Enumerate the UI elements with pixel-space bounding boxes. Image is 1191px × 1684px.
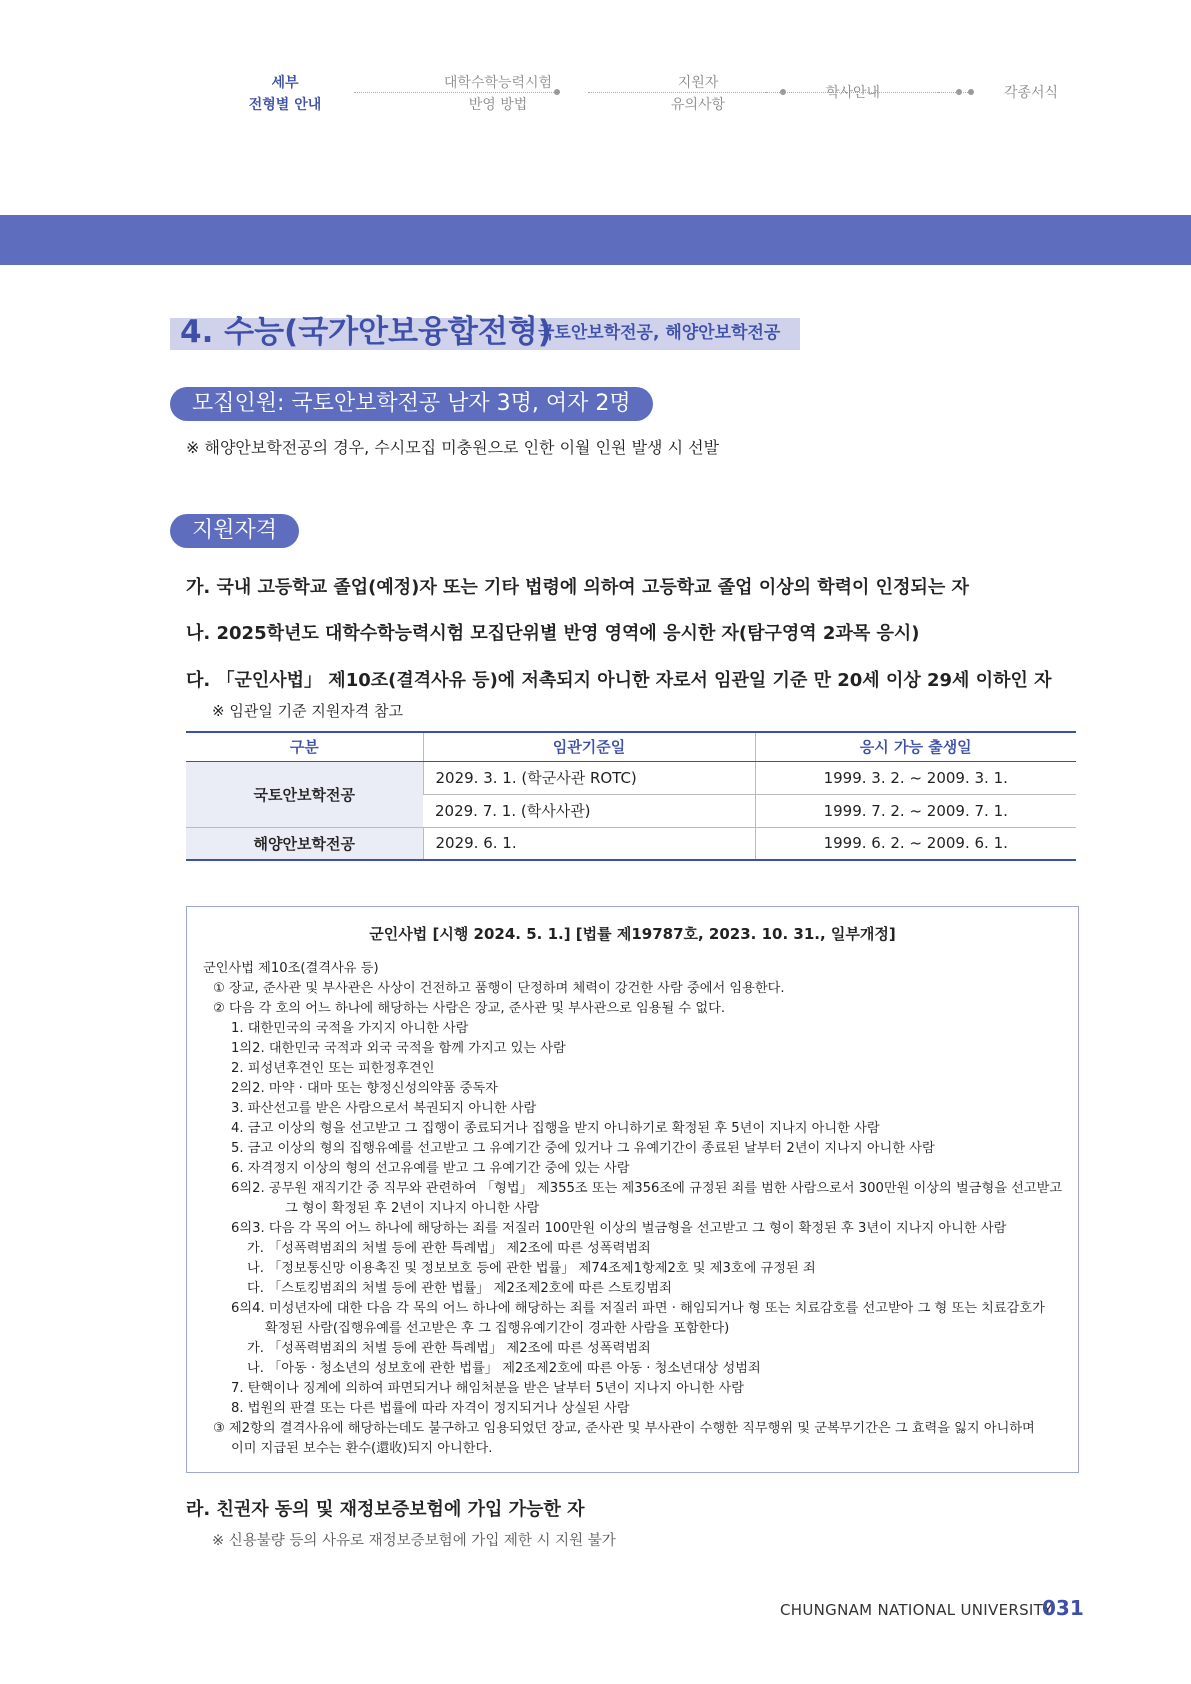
law-line: 1. 대한민국의 국적을 가지지 아니한 사람 bbox=[231, 1021, 469, 1036]
eligibility-item-da: 다. 「군인사법」 제10조(결격사유 등)에 저촉되지 아니한 자로서 임관일 기준 만 20세 이상 29세 이하인 자 bbox=[186, 670, 1052, 691]
nav-label: 지원자 bbox=[677, 75, 719, 91]
law-line: 7. 탄핵이나 징계에 의하여 파면되거나 해임처분을 받은 날부터 5년이 지나지 아니한 사람 bbox=[231, 1381, 744, 1396]
table-cell-date: 2029. 3. 1. (학군사관 ROTC) bbox=[423, 761, 755, 794]
table-cell-birth: 1999. 6. 2. ~ 2009. 6. 1. bbox=[755, 827, 1076, 860]
nav-label: 전형별 안내 bbox=[248, 97, 322, 113]
law-line: 1의2. 대한민국 국적과 외국 국적을 함께 가지고 있는 사람 bbox=[231, 1041, 566, 1056]
nav-item-applicant-notes[interactable] bbox=[638, 72, 758, 116]
law-line: ③ 제2항의 결격사유에 해당하는데도 불구하고 임용되었던 장교, 준사관 및 부사관이 수행한 직무행위 및 군복무기간은 그 효력을 잃지 아니하며 bbox=[213, 1421, 1035, 1436]
law-line: 6의2. 공무원 재직기간 중 직무와 관련하여 「형법」 제355조 또는 제356조에 규정된 죄를 범한 사람으로서 300만원 이상의 벌금형을 선고받고 bbox=[231, 1181, 1063, 1196]
table-header-row bbox=[186, 732, 1076, 761]
law-line: 가. 「성폭력범죄의 처벌 등에 관한 특례법」 제2조에 따른 성폭력범죄 bbox=[247, 1341, 651, 1356]
nav-label: 반영 방법 bbox=[468, 97, 528, 113]
eligibility-item-ra: 라. 친권자 동의 및 재정보증보험에 가입 가능한 자 bbox=[186, 1499, 585, 1520]
law-line: 나. 「아동 · 청소년의 성보호에 관한 법률」 제2조제2호에 따른 아동 · 청소년대상 성범죄 bbox=[247, 1361, 761, 1376]
law-line: 나. 「정보통신망 이용촉진 및 정보보호 등에 관한 법률」 제74조제1항제2호 및 제3호에 규정된 죄 bbox=[247, 1261, 816, 1276]
table-cell-birth: 1999. 3. 2. ~ 2009. 3. 1. bbox=[755, 761, 1076, 794]
page-number: 031 bbox=[1042, 1596, 1084, 1620]
top-navigation bbox=[168, 72, 1076, 122]
nav-item-suneung-method[interactable] bbox=[418, 72, 578, 116]
header-band bbox=[0, 215, 1191, 265]
law-line: 8. 법원의 판결 또는 다른 법률에 따라 자격이 정지되거나 상실된 사람 bbox=[231, 1401, 630, 1416]
table-cell-birth: 1999. 7. 2. ~ 2009. 7. 1. bbox=[755, 794, 1076, 827]
nav-item-detail-admission[interactable] bbox=[230, 72, 340, 116]
law-line: ① 장교, 준사관 및 부사관은 사상이 건전하고 품행이 단정하며 체력이 강건한 사람 중에서 임용한다. bbox=[213, 981, 785, 996]
law-line: 확정된 사람(집행유예를 선고받은 후 그 집행유예기간이 경과한 사람을 포함한다) bbox=[265, 1321, 730, 1336]
law-line: ② 다음 각 호의 어느 하나에 해당하는 사람은 장교, 준사관 및 부사관으로 임용될 수 없다. bbox=[213, 1001, 726, 1016]
law-line: 5. 금고 이상의 형의 집행유예를 선고받고 그 유예기간 중에 있거나 그 유예기간이 종료된 날부터 2년이 지나지 아니한 사람 bbox=[231, 1141, 935, 1156]
nav-item-academic-info[interactable] bbox=[808, 82, 898, 104]
law-line: 6의3. 다음 각 목의 어느 하나에 해당하는 죄를 저질러 100만원 이상의 벌금형을 선고받고 그 형이 확정된 후 3년이 지나지 아니한 사람 bbox=[231, 1221, 1007, 1236]
table-category: 국토안보학전공 bbox=[186, 761, 423, 827]
law-line: 3. 파산선고를 받은 사람으로서 복권되지 아니한 사람 bbox=[231, 1101, 537, 1116]
eligibility-label: 지원자격 bbox=[170, 514, 299, 548]
table-row bbox=[186, 827, 1076, 860]
eligibility-item-ra-note: ※ 신용불량 등의 사유로 재정보증보험에 가입 제한 시 지원 불가 bbox=[212, 1533, 616, 1549]
law-line: 2. 피성년후견인 또는 피한정후견인 bbox=[231, 1061, 435, 1076]
eligibility-item-da-note: ※ 임관일 기준 지원자격 참고 bbox=[212, 702, 404, 720]
law-text bbox=[203, 959, 1068, 1459]
recruit-note: ※ 해양안보학전공의 경우, 수시모집 미충원으로 인한 이월 인원 발생 시 선발 bbox=[186, 438, 720, 457]
table-header: 임관기준일 bbox=[423, 732, 755, 761]
nav-label: 각종서식 bbox=[1003, 85, 1059, 101]
nav-label: 세부 bbox=[271, 75, 299, 91]
nav-item-forms[interactable] bbox=[986, 82, 1076, 104]
nav-label: 대학수학능력시험 bbox=[443, 75, 553, 91]
table-cell-date: 2029. 6. 1. bbox=[423, 827, 755, 860]
law-line: 그 형이 확정된 후 2년이 지나지 아니한 사람 bbox=[285, 1201, 540, 1216]
table-header: 구분 bbox=[186, 732, 423, 761]
nav-label: 유의사항 bbox=[670, 97, 726, 113]
table-header: 응시 가능 출생일 bbox=[755, 732, 1076, 761]
section-subtitle: 국토안보학전공, 해양안보학전공 bbox=[538, 323, 781, 343]
eligibility-item-na: 나. 2025학년도 대학수학능력시험 모집단위별 반영 영역에 응시한 자(탐구영역 2과목 응시) bbox=[186, 623, 920, 644]
table-category: 해양안보학전공 bbox=[186, 827, 423, 860]
military-personnel-act-box bbox=[186, 906, 1079, 1473]
law-line: 군인사법 제10조(결격사유 등) bbox=[203, 961, 379, 976]
table-cell-date: 2029. 7. 1. (학사사관) bbox=[423, 794, 755, 827]
law-line: 가. 「성폭력범죄의 처벌 등에 관한 특례법」 제2조에 따른 성폭력범죄 bbox=[247, 1241, 651, 1256]
law-line: 이미 지급된 보수는 환수(還收)되지 아니한다. bbox=[231, 1441, 493, 1456]
section-title: 4. 수능(국가안보융합전형) bbox=[180, 314, 552, 350]
nav-divider bbox=[938, 92, 968, 93]
footer-university: CHUNGNAM NATIONAL UNIVERSITY bbox=[780, 1601, 1053, 1619]
recruit-count-label: 모집인원: 국토안보학전공 남자 3명, 여자 2명 bbox=[170, 387, 653, 421]
law-line: 6의4. 미성년자에 대한 다음 각 목의 어느 하나에 해당하는 죄를 저질러 파면 · 해임되거나 형 또는 치료감호를 선고받아 그 형 또는 치료감호가 bbox=[231, 1301, 1045, 1316]
nav-label: 학사안내 bbox=[825, 85, 881, 101]
commission-date-table bbox=[186, 731, 1076, 861]
eligibility-item-ga: 가. 국내 고등학교 졸업(예정)자 또는 기타 법령에 의하여 고등학교 졸업 이상의 학력이 인정되는 자 bbox=[186, 577, 969, 598]
law-title: 군인사법 [시행 2024. 5. 1.] [법률 제19787호, 2023. 10. 31., 일부개정] bbox=[369, 925, 896, 943]
nav-dot bbox=[968, 89, 974, 95]
table-row bbox=[186, 761, 1076, 794]
law-line: 6. 자격정지 이상의 형의 선고유예를 받고 그 유예기간 중에 있는 사람 bbox=[231, 1161, 630, 1176]
law-line: 2의2. 마약 · 대마 또는 향정신성의약품 중독자 bbox=[231, 1081, 498, 1096]
law-line: 4. 금고 이상의 형을 선고받고 그 집행이 종료되거나 집행을 받지 아니하기로 확정된 후 5년이 지나지 아니한 사람 bbox=[231, 1121, 880, 1136]
law-line: 다. 「스토킹범죄의 처벌 등에 관한 법률」 제2조제2호에 따른 스토킹범죄 bbox=[247, 1281, 672, 1296]
